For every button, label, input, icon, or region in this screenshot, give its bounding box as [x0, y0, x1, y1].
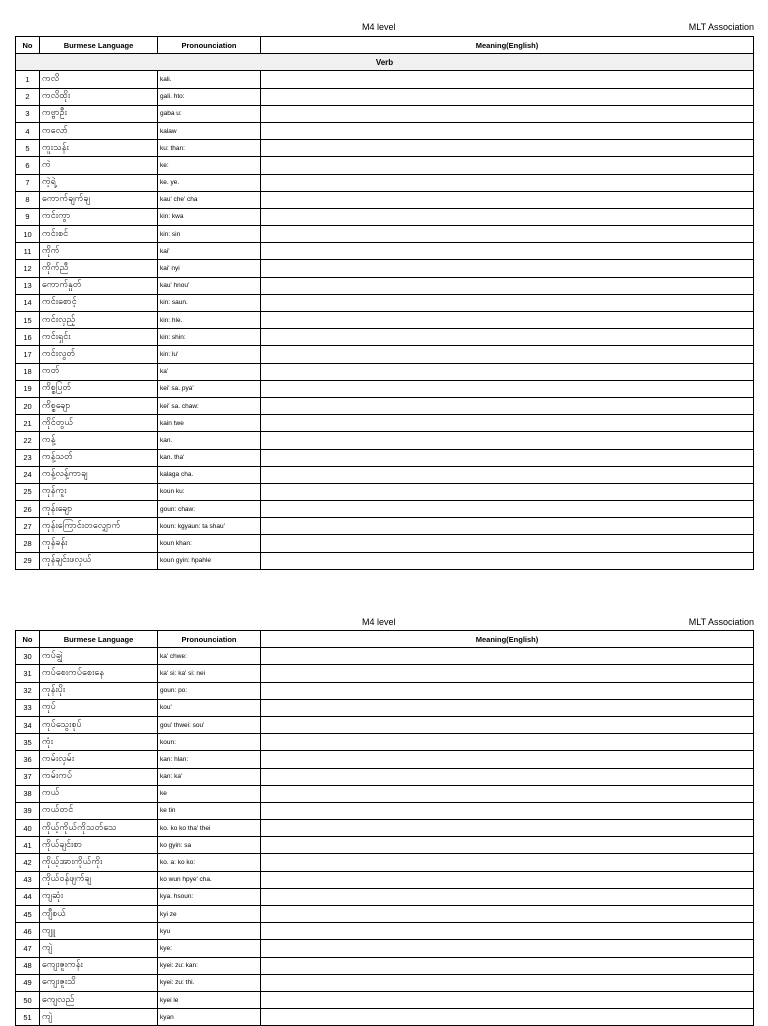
table-row: [16, 226, 754, 243]
pronunciation: gou' thwei: sou': [158, 716, 261, 733]
table-row: [16, 648, 754, 665]
burmese-word: ကျဲ: [40, 940, 158, 957]
pronunciation: kin: saun.: [158, 294, 261, 311]
table-row: [16, 140, 754, 157]
table-row: [16, 105, 754, 122]
pronunciation: ko. a: ko ko:: [158, 854, 261, 871]
pronunciation: kali.: [158, 71, 261, 88]
burmese-word: ကိစ္စချော: [40, 397, 158, 414]
pronunciation: ko gyin: sa: [158, 837, 261, 854]
meaning-cell: [261, 88, 754, 105]
burmese-word: ကုန်ကူး: [40, 483, 158, 500]
burmese-word: ကောက်ချက်ချ: [40, 191, 158, 208]
table-row: [16, 957, 754, 974]
pronunciation: kai': [158, 243, 261, 260]
pronunciation: ka' si: ka' si: nei: [158, 665, 261, 682]
row-number: 26: [16, 501, 40, 518]
row-number: 36: [16, 751, 40, 768]
burmese-word: ကယ်တင်: [40, 802, 158, 819]
meaning-cell: [261, 974, 754, 991]
row-number: 38: [16, 785, 40, 802]
burmese-word: ကုံး: [40, 734, 158, 751]
row-number: 14: [16, 294, 40, 311]
row-number: 19: [16, 380, 40, 397]
meaning-cell: [261, 802, 754, 819]
burmese-word: ကျေးဇူးသိ: [40, 974, 158, 991]
pronunciation: kalaw: [158, 122, 261, 139]
burmese-word: ကိုယ့်အားကိုယ်ကိုး: [40, 854, 158, 871]
burmese-word: ကျီစယ်: [40, 906, 158, 923]
section-label: Verb: [16, 54, 754, 71]
table-row: [16, 665, 754, 682]
table-row: [16, 501, 754, 518]
table-row: [16, 785, 754, 802]
meaning-cell: [261, 191, 754, 208]
table-row: [16, 174, 754, 191]
level-label: M4 level: [362, 22, 396, 32]
burmese-word: ကျူ: [40, 923, 158, 940]
burmese-word: ကိုယ်ဝန်ဖျက်ချ: [40, 871, 158, 888]
pronunciation: ke:: [158, 157, 261, 174]
burmese-word: ကင်းစင်: [40, 226, 158, 243]
table-row: [16, 346, 754, 363]
burmese-word: ကုန်ခန်း: [40, 535, 158, 552]
meaning-cell: [261, 940, 754, 957]
table-header-row: [16, 631, 754, 648]
meaning-cell: [261, 518, 754, 535]
meaning-cell: [261, 699, 754, 716]
meaning-cell: [261, 991, 754, 1008]
burmese-word: ကုပ်: [40, 699, 158, 716]
table-row: [16, 208, 754, 225]
table-row: [16, 312, 754, 329]
row-number: 18: [16, 363, 40, 380]
pronunciation: ke tin: [158, 802, 261, 819]
table-header-row: [16, 37, 754, 54]
table-row: [16, 535, 754, 552]
meaning-cell: [261, 157, 754, 174]
burmese-word: ကန့်သတ်: [40, 449, 158, 466]
burmese-word: ကယ်: [40, 785, 158, 802]
table-row: [16, 1009, 754, 1026]
row-number: 16: [16, 329, 40, 346]
table-row: [16, 751, 754, 768]
row-number: 45: [16, 906, 40, 923]
meaning-cell: [261, 312, 754, 329]
burmese-word: ကျေးဇူးကန်း: [40, 957, 158, 974]
row-number: 15: [16, 312, 40, 329]
pronunciation: kai' nyi: [158, 260, 261, 277]
burmese-word: ကူးသန်း: [40, 140, 158, 157]
row-number: 30: [16, 648, 40, 665]
burmese-word: ကျေလည်: [40, 991, 158, 1008]
meaning-cell: [261, 888, 754, 905]
meaning-cell: [261, 260, 754, 277]
meaning-cell: [261, 449, 754, 466]
burmese-word: ကိစ္စပြတ်: [40, 380, 158, 397]
row-number: 11: [16, 243, 40, 260]
table-row: [16, 329, 754, 346]
table-row: [16, 191, 754, 208]
row-number: 46: [16, 923, 40, 940]
meaning-cell: [261, 1009, 754, 1026]
pronunciation: koun gyin: hpahle: [158, 552, 261, 569]
row-number: 41: [16, 837, 40, 854]
burmese-word: ကပ်ချွဲ: [40, 648, 158, 665]
burmese-word: ကုန်းကြောင်းတလျှောက်: [40, 518, 158, 535]
row-number: 44: [16, 888, 40, 905]
row-number: 9: [16, 208, 40, 225]
col-header-burmese: Burmese Language: [40, 37, 158, 54]
table-row: [16, 854, 754, 871]
table-row: [16, 380, 754, 397]
burmese-word: ကန့်: [40, 432, 158, 449]
meaning-cell: [261, 71, 754, 88]
meaning-cell: [261, 208, 754, 225]
table-row: [16, 243, 754, 260]
page-header: [0, 0, 768, 32]
burmese-word: ကုန်ချင်းဖလှယ်: [40, 552, 158, 569]
vocab-table: [15, 630, 754, 1026]
row-number: 5: [16, 140, 40, 157]
pronunciation: kyei: zu: thi.: [158, 974, 261, 991]
row-number: 17: [16, 346, 40, 363]
table-row: [16, 820, 754, 837]
pronunciation: kei' sa. chaw:: [158, 397, 261, 414]
row-number: 24: [16, 466, 40, 483]
meaning-cell: [261, 535, 754, 552]
row-number: 48: [16, 957, 40, 974]
section-row: [16, 54, 754, 71]
pronunciation: ka': [158, 363, 261, 380]
row-number: 12: [16, 260, 40, 277]
row-number: 43: [16, 871, 40, 888]
table-row: [16, 802, 754, 819]
pronunciation: kau' hnou': [158, 277, 261, 294]
row-number: 6: [16, 157, 40, 174]
col-header-pronunciation: Pronounciation: [158, 37, 261, 54]
burmese-word: ကလိထိုး: [40, 88, 158, 105]
meaning-cell: [261, 415, 754, 432]
pronunciation: kyei: zu: kan:: [158, 957, 261, 974]
burmese-word: ကိုက်: [40, 243, 158, 260]
table-row: [16, 888, 754, 905]
burmese-word: ကန့်လန့်ကာချ: [40, 466, 158, 483]
pronunciation: kau' che' cha: [158, 191, 261, 208]
pronunciation: gaba u:: [158, 105, 261, 122]
table-row: [16, 518, 754, 535]
association-label: MLT Association: [688, 22, 754, 32]
meaning-cell: [261, 854, 754, 871]
table-row: [16, 768, 754, 785]
meaning-cell: [261, 785, 754, 802]
table-row: [16, 71, 754, 88]
table-row: [16, 277, 754, 294]
table-row: [16, 294, 754, 311]
pronunciation: goun: po:: [158, 682, 261, 699]
pronunciation: kan.: [158, 432, 261, 449]
meaning-cell: [261, 734, 754, 751]
pronunciation: kan. tha': [158, 449, 261, 466]
burmese-word: ကမ်းလှမ်း: [40, 751, 158, 768]
meaning-cell: [261, 648, 754, 665]
meaning-cell: [261, 837, 754, 854]
pronunciation: koun:: [158, 734, 261, 751]
pronunciation: gali. hto:: [158, 88, 261, 105]
row-number: 49: [16, 974, 40, 991]
table-row: [16, 397, 754, 414]
pronunciation: koun khan:: [158, 535, 261, 552]
meaning-cell: [261, 226, 754, 243]
meaning-cell: [261, 501, 754, 518]
pronunciation: kan: hlan:: [158, 751, 261, 768]
col-header-meaning: Meaning(English): [261, 37, 754, 54]
row-number: 50: [16, 991, 40, 1008]
meaning-cell: [261, 346, 754, 363]
pronunciation: kain twe: [158, 415, 261, 432]
row-number: 34: [16, 716, 40, 733]
burmese-word: ကင်းကွာ: [40, 208, 158, 225]
burmese-word: ကပ်စေးကပ်စေးနေ: [40, 665, 158, 682]
table-row: [16, 940, 754, 957]
row-number: 25: [16, 483, 40, 500]
table-row: [16, 122, 754, 139]
col-header-burmese: Burmese Language: [40, 631, 158, 648]
meaning-cell: [261, 380, 754, 397]
table-row: [16, 415, 754, 432]
row-number: 35: [16, 734, 40, 751]
meaning-cell: [261, 432, 754, 449]
table-row: [16, 682, 754, 699]
meaning-cell: [261, 397, 754, 414]
pronunciation: koun ku:: [158, 483, 261, 500]
col-header-no: No: [16, 37, 40, 54]
meaning-cell: [261, 294, 754, 311]
row-number: 39: [16, 802, 40, 819]
table-row: [16, 483, 754, 500]
pronunciation: ko. ko ko tha' thei: [158, 820, 261, 837]
table-row: [16, 157, 754, 174]
burmese-word: ကုန်းချော: [40, 501, 158, 518]
burmese-word: ကိုက်ညီ: [40, 260, 158, 277]
vocab-table: [15, 36, 754, 570]
row-number: 33: [16, 699, 40, 716]
table-row: [16, 449, 754, 466]
meaning-cell: [261, 552, 754, 569]
meaning-cell: [261, 122, 754, 139]
row-number: 10: [16, 226, 40, 243]
row-number: 42: [16, 854, 40, 871]
meaning-cell: [261, 906, 754, 923]
row-number: 13: [16, 277, 40, 294]
pronunciation: kyei le: [158, 991, 261, 1008]
burmese-word: ကိုယ်ချင်းစာ: [40, 837, 158, 854]
meaning-cell: [261, 871, 754, 888]
row-number: 21: [16, 415, 40, 432]
row-number: 32: [16, 682, 40, 699]
burmese-word: ကတ်: [40, 363, 158, 380]
pronunciation: kin: lu': [158, 346, 261, 363]
meaning-cell: [261, 768, 754, 785]
col-header-no: No: [16, 631, 40, 648]
burmese-word: ကိုယ့်ကိုယ်ကိုသတ်သေ: [40, 820, 158, 837]
pronunciation: ke. ye.: [158, 174, 261, 191]
row-number: 23: [16, 449, 40, 466]
row-number: 27: [16, 518, 40, 535]
burmese-word: ကုန်းပိုး: [40, 682, 158, 699]
pronunciation: ku: than:: [158, 140, 261, 157]
table-row: [16, 466, 754, 483]
pronunciation: kyi ze: [158, 906, 261, 923]
meaning-cell: [261, 957, 754, 974]
table-row: [16, 88, 754, 105]
meaning-cell: [261, 820, 754, 837]
meaning-cell: [261, 665, 754, 682]
burmese-word: ကလိ: [40, 71, 158, 88]
row-number: 29: [16, 552, 40, 569]
burmese-word: ကင်းစောင့်: [40, 294, 158, 311]
burmese-word: ကျဆုံး: [40, 888, 158, 905]
burmese-word: ကမ်းကပ်: [40, 768, 158, 785]
pronunciation: goun: chaw:: [158, 501, 261, 518]
row-number: 47: [16, 940, 40, 957]
meaning-cell: [261, 329, 754, 346]
burmese-word: ကလော်: [40, 122, 158, 139]
pronunciation: kin: hle.: [158, 312, 261, 329]
table-row: [16, 837, 754, 854]
vocab-page-2: [0, 612, 768, 1022]
table-row: [16, 906, 754, 923]
pronunciation: ka' chwe:: [158, 648, 261, 665]
burmese-word: ကင်းလှည့်: [40, 312, 158, 329]
meaning-cell: [261, 751, 754, 768]
meaning-cell: [261, 243, 754, 260]
pronunciation: kin: sin: [158, 226, 261, 243]
meaning-cell: [261, 716, 754, 733]
col-header-meaning: Meaning(English): [261, 631, 754, 648]
burmese-word: ကင်းလွတ်: [40, 346, 158, 363]
pronunciation: kan: ka': [158, 768, 261, 785]
pronunciation: ke: [158, 785, 261, 802]
meaning-cell: [261, 363, 754, 380]
table-row: [16, 974, 754, 991]
meaning-cell: [261, 682, 754, 699]
row-number: 20: [16, 397, 40, 414]
table-row: [16, 871, 754, 888]
association-label: MLT Association: [688, 617, 754, 627]
meaning-cell: [261, 483, 754, 500]
burmese-word: ကျဲ: [40, 1009, 158, 1026]
table-row: [16, 991, 754, 1008]
pronunciation: kyu: [158, 923, 261, 940]
col-header-pronunciation: Pronounciation: [158, 631, 261, 648]
row-number: 40: [16, 820, 40, 837]
pronunciation: kyan: [158, 1009, 261, 1026]
pronunciation: kye:: [158, 940, 261, 957]
row-number: 37: [16, 768, 40, 785]
pronunciation: kin: kwa: [158, 208, 261, 225]
table-row: [16, 363, 754, 380]
row-number: 8: [16, 191, 40, 208]
pronunciation: kou': [158, 699, 261, 716]
burmese-word: ကင်းရှင်း: [40, 329, 158, 346]
row-number: 2: [16, 88, 40, 105]
meaning-cell: [261, 174, 754, 191]
meaning-cell: [261, 140, 754, 157]
burmese-word: ကိုင်တွယ်: [40, 415, 158, 432]
row-number: 28: [16, 535, 40, 552]
pronunciation: kalaga cha.: [158, 466, 261, 483]
level-label: M4 level: [362, 617, 396, 627]
row-number: 1: [16, 71, 40, 88]
row-number: 31: [16, 665, 40, 682]
row-number: 51: [16, 1009, 40, 1026]
meaning-cell: [261, 277, 754, 294]
meaning-cell: [261, 923, 754, 940]
table-row: [16, 552, 754, 569]
row-number: 3: [16, 105, 40, 122]
pronunciation: kya. hsoun:: [158, 888, 261, 905]
burmese-word: ကဲ: [40, 157, 158, 174]
burmese-word: ကောက်နှုတ်: [40, 277, 158, 294]
pronunciation: kei' sa. pya': [158, 380, 261, 397]
table-row: [16, 734, 754, 751]
table-row: [16, 923, 754, 940]
meaning-cell: [261, 105, 754, 122]
pronunciation: kin: shin:: [158, 329, 261, 346]
pronunciation: ko wun hpye' cha.: [158, 871, 261, 888]
meaning-cell: [261, 466, 754, 483]
table-row: [16, 716, 754, 733]
burmese-word: ကုပ်သွေးစုပ်: [40, 716, 158, 733]
burmese-word: ကဲ့ရဲ့: [40, 174, 158, 191]
table-row: [16, 260, 754, 277]
row-number: 22: [16, 432, 40, 449]
burmese-word: ကဗ္ဗာဦး: [40, 105, 158, 122]
table-row: [16, 432, 754, 449]
table-row: [16, 699, 754, 716]
row-number: 4: [16, 122, 40, 139]
row-number: 7: [16, 174, 40, 191]
pronunciation: koun: kgyaun: ta shau': [158, 518, 261, 535]
